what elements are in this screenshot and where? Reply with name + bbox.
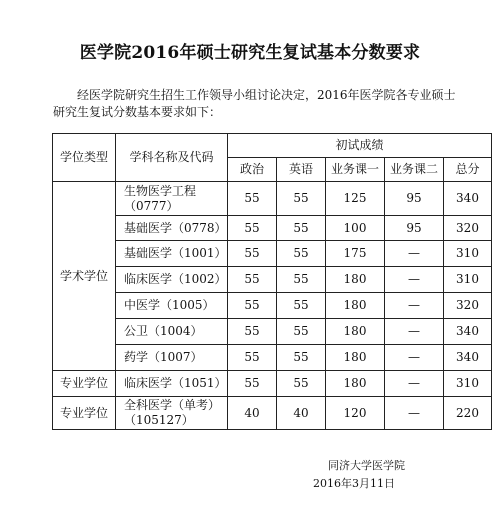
- total-cell: 320: [444, 216, 492, 241]
- subject-cell: [116, 182, 228, 216]
- table-row: [53, 293, 492, 319]
- politics-cell: 55: [228, 241, 277, 267]
- document-title: 医学院2016年硕士研究生复试基本分数要求: [79, 43, 421, 63]
- politics-cell: 55: [228, 319, 277, 345]
- header-course2: 业务课二: [385, 158, 444, 182]
- english-cell: 40: [277, 397, 326, 430]
- course2-cell: 95: [385, 182, 444, 216]
- table-row: [53, 241, 492, 267]
- politics-cell: 55: [228, 182, 277, 216]
- total-cell: 340: [444, 345, 492, 371]
- course1-cell: 180: [326, 319, 385, 345]
- course1-cell: 120: [326, 397, 385, 430]
- subject-cell: 中医学（1005）: [116, 293, 228, 319]
- subject-code: （0777）: [124, 198, 179, 213]
- table-row: [53, 267, 492, 293]
- header-subject: 学科名称及代码: [116, 134, 228, 182]
- degree-cell: 专业学位: [53, 397, 116, 430]
- subject-cell: 基础医学（1001）: [116, 241, 228, 267]
- course1-cell: 100: [326, 216, 385, 241]
- subject-cell: [116, 397, 228, 430]
- subject-name: 生物医学工程: [124, 183, 197, 198]
- course2-cell: —: [385, 345, 444, 371]
- english-cell: 55: [277, 319, 326, 345]
- english-cell: 55: [277, 371, 326, 397]
- intro-paragraph: 经医学院研究生招生工作领导小组讨论决定，2016年医学院各专业硕士研究生复试分数基本要求如下：: [53, 88, 456, 119]
- header-course1: 业务课一: [326, 158, 385, 182]
- course2-cell: —: [385, 319, 444, 345]
- english-cell: 55: [277, 293, 326, 319]
- subject-cell: 药学（1007）: [116, 345, 228, 371]
- total-cell: 310: [444, 267, 492, 293]
- english-cell: 55: [277, 182, 326, 216]
- table-row: [53, 216, 492, 241]
- politics-cell: 40: [228, 397, 277, 430]
- subject-cell: 临床医学（1002）: [116, 267, 228, 293]
- english-cell: 55: [277, 345, 326, 371]
- politics-cell: 55: [228, 345, 277, 371]
- total-cell: 310: [444, 371, 492, 397]
- course1-cell: 125: [326, 182, 385, 216]
- table-row: [53, 319, 492, 345]
- english-cell: 55: [277, 216, 326, 241]
- subject-cell: 基础医学（0778）: [116, 216, 228, 241]
- table-row: [53, 371, 492, 397]
- total-cell: 320: [444, 293, 492, 319]
- total-cell: 310: [444, 241, 492, 267]
- total-cell: 340: [444, 182, 492, 216]
- table-row: [53, 397, 492, 430]
- total-cell: 220: [444, 397, 492, 430]
- degree-cell: 学术学位: [53, 182, 116, 371]
- score-table: [52, 133, 492, 430]
- course1-cell: 180: [326, 371, 385, 397]
- subject-cell: 公卫（1004）: [116, 319, 228, 345]
- course1-cell: 180: [326, 293, 385, 319]
- politics-cell: 55: [228, 293, 277, 319]
- politics-cell: 55: [228, 216, 277, 241]
- table-row: [53, 345, 492, 371]
- subject-code: （105127）: [124, 413, 194, 427]
- header-row-top: [53, 134, 492, 158]
- course2-cell: 95: [385, 216, 444, 241]
- english-cell: 55: [277, 267, 326, 293]
- course2-cell: —: [385, 293, 444, 319]
- politics-cell: 55: [228, 267, 277, 293]
- course2-cell: —: [385, 267, 444, 293]
- politics-cell: 55: [228, 371, 277, 397]
- course1-cell: 180: [326, 267, 385, 293]
- header-degree-type: 学位类型: [53, 134, 116, 182]
- header-politics: 政治: [228, 158, 277, 182]
- degree-cell: 专业学位: [53, 371, 116, 397]
- subject-cell: 临床医学（1051）: [116, 371, 228, 397]
- course2-cell: —: [385, 397, 444, 430]
- footer-date: 2016年3月11日: [313, 477, 395, 490]
- english-cell: 55: [277, 241, 326, 267]
- table-row: [53, 182, 492, 216]
- header-initial-scores: 初试成绩: [228, 134, 492, 158]
- total-cell: 340: [444, 319, 492, 345]
- subject-name: 全科医学（单考）: [124, 398, 221, 412]
- footer-organization: 同济大学医学院: [328, 459, 405, 472]
- course1-cell: 180: [326, 345, 385, 371]
- course2-cell: —: [385, 241, 444, 267]
- course2-cell: —: [385, 371, 444, 397]
- header-english: 英语: [277, 158, 326, 182]
- header-total: 总分: [444, 158, 492, 182]
- course1-cell: 175: [326, 241, 385, 267]
